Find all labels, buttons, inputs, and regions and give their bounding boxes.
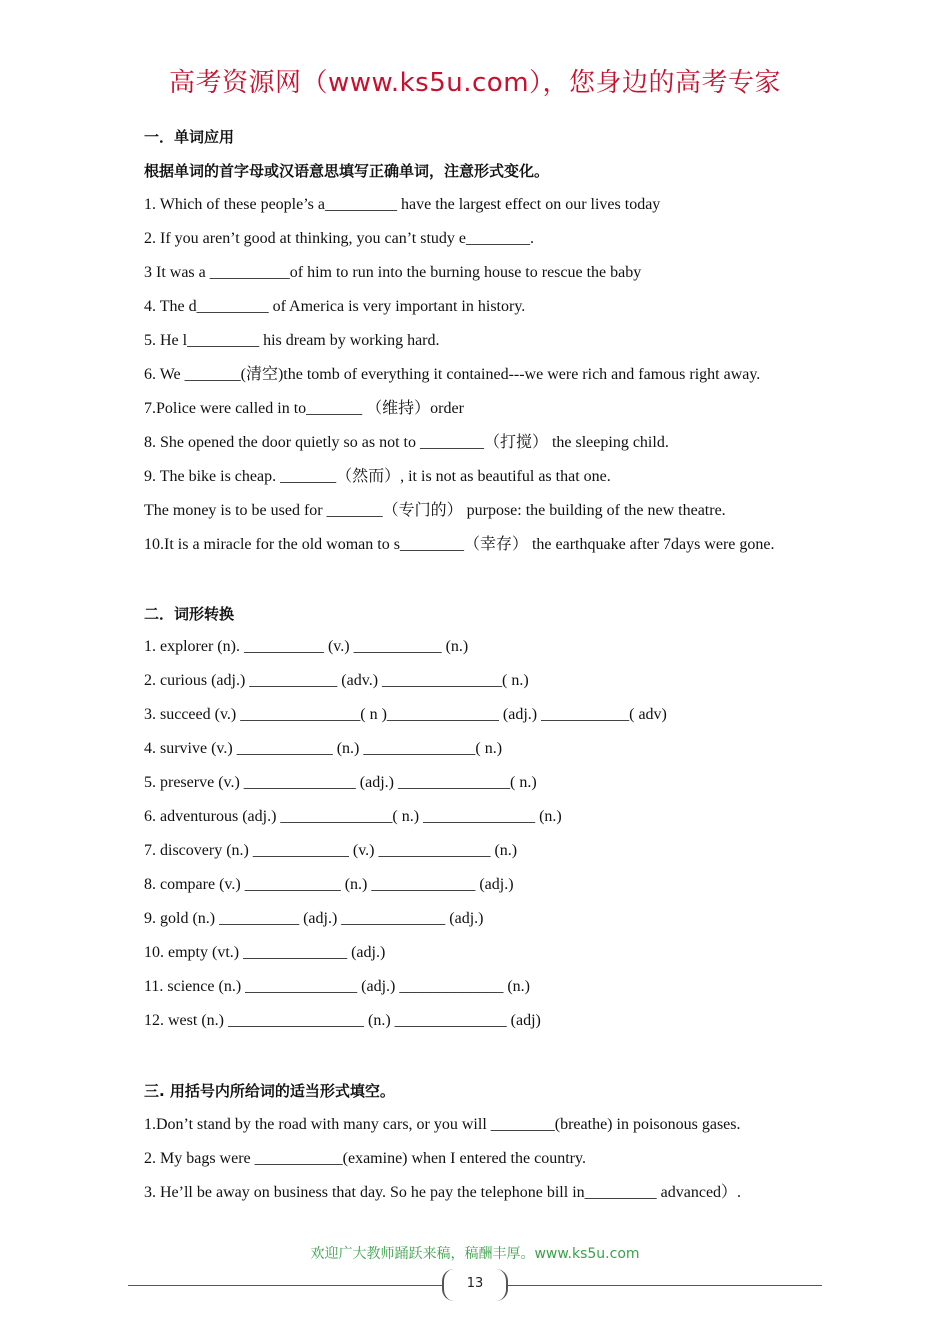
section1-instruction: 根据单词的首字母或汉语意思填写正确单词，注意形式变化。 [144, 162, 550, 180]
section2-item-12: 12. west (n.) _________________ (n.) ______________ (adj) [144, 1012, 541, 1029]
section3-heading: 三. 用括号内所给词的适当形式填空。 [144, 1082, 395, 1100]
section2-item-4: 4. survive (v.) ____________ (n.) ______________( n.) [144, 740, 503, 757]
section1-question-1: 1. Which of these people’s a_________ have the largest effect on our lives today [144, 196, 661, 213]
page-number: 13 [442, 1269, 508, 1301]
section2-item-6: 6. adventurous (adj.) ______________( n.) ______________ (n.) [144, 808, 562, 825]
section2-heading: 二．词形转换 [144, 605, 235, 623]
section1-question-4: 4. The d_________ of America is very important in history. [144, 298, 526, 315]
section2-item-1: 1. explorer (n). __________ (v.) ___________ (n.) [144, 638, 469, 655]
section1-heading: 一．单词应用 [144, 128, 235, 146]
site-header-title: 高考资源网（www.ks5u.com），您身边的高考专家 [168, 68, 782, 98]
section2-item-3: 3. succeed (v.) _______________( n )______________ (adj.) ___________( adv) [144, 706, 667, 723]
section1-question-9b: The money is to be used for _______（专门的） purpose: the building of the new theatre. [144, 502, 726, 519]
section2-item-8: 8. compare (v.) ____________ (n.) _____________ (adj.) [144, 876, 514, 893]
section3-question-2: 2. My bags were ___________(examine) when I entered the country. [144, 1150, 586, 1167]
section3-question-3: 3. He’ll be away on business that day. So he pay the telephone bill in_________ advanced）. [144, 1184, 742, 1201]
section2-item-10: 10. empty (vt.) _____________ (adj.) [144, 944, 386, 961]
footer-rule-right [506, 1285, 822, 1286]
section1-question-2: 2. If you aren’t good at thinking, you can’t study e________. [144, 230, 535, 247]
section1-question-3: 3 It was a __________of him to run into the burning house to rescue the baby [144, 264, 642, 281]
section2-item-2: 2. curious (adj.) ___________ (adv.) _______________( n.) [144, 672, 529, 689]
footer-banner: 欢迎广大教师踊跃来稿，稿酬丰厚。www.ks5u.com [310, 1246, 640, 1262]
section2-item-7: 7. discovery (n.) ____________ (v.) ______________ (n.) [144, 842, 518, 859]
section1-question-10: 10.It is a miracle for the old woman to s________（幸存） the earthquake after 7days were gone. [144, 536, 775, 553]
section2-item-9: 9. gold (n.) __________ (adj.) _____________ (adj.) [144, 910, 484, 927]
section1-question-9: 9. The bike is cheap. _______（然而）, it is not as beautiful as that one. [144, 468, 611, 485]
footer-rule-left [128, 1285, 444, 1286]
section1-question-5: 5. He l_________ his dream by working hard. [144, 332, 440, 349]
section1-question-6: 6. We _______(清空)the tomb of everything it contained---we were rich and famous right away. [144, 366, 761, 383]
section2-item-11: 11. science (n.) ______________ (adj.) _____________ (n.) [144, 978, 530, 995]
section1-question-7: 7.Police were called in to_______ （维持）order [144, 400, 464, 417]
section2-item-5: 5. preserve (v.) ______________ (adj.) ______________( n.) [144, 774, 537, 791]
section1-question-8: 8. She opened the door quietly so as not to ________（打搅） the sleeping child. [144, 434, 669, 451]
section3-question-1: 1.Don’t stand by the road with many cars, or you will ________(breathe) in poisonous gases. [144, 1116, 741, 1133]
